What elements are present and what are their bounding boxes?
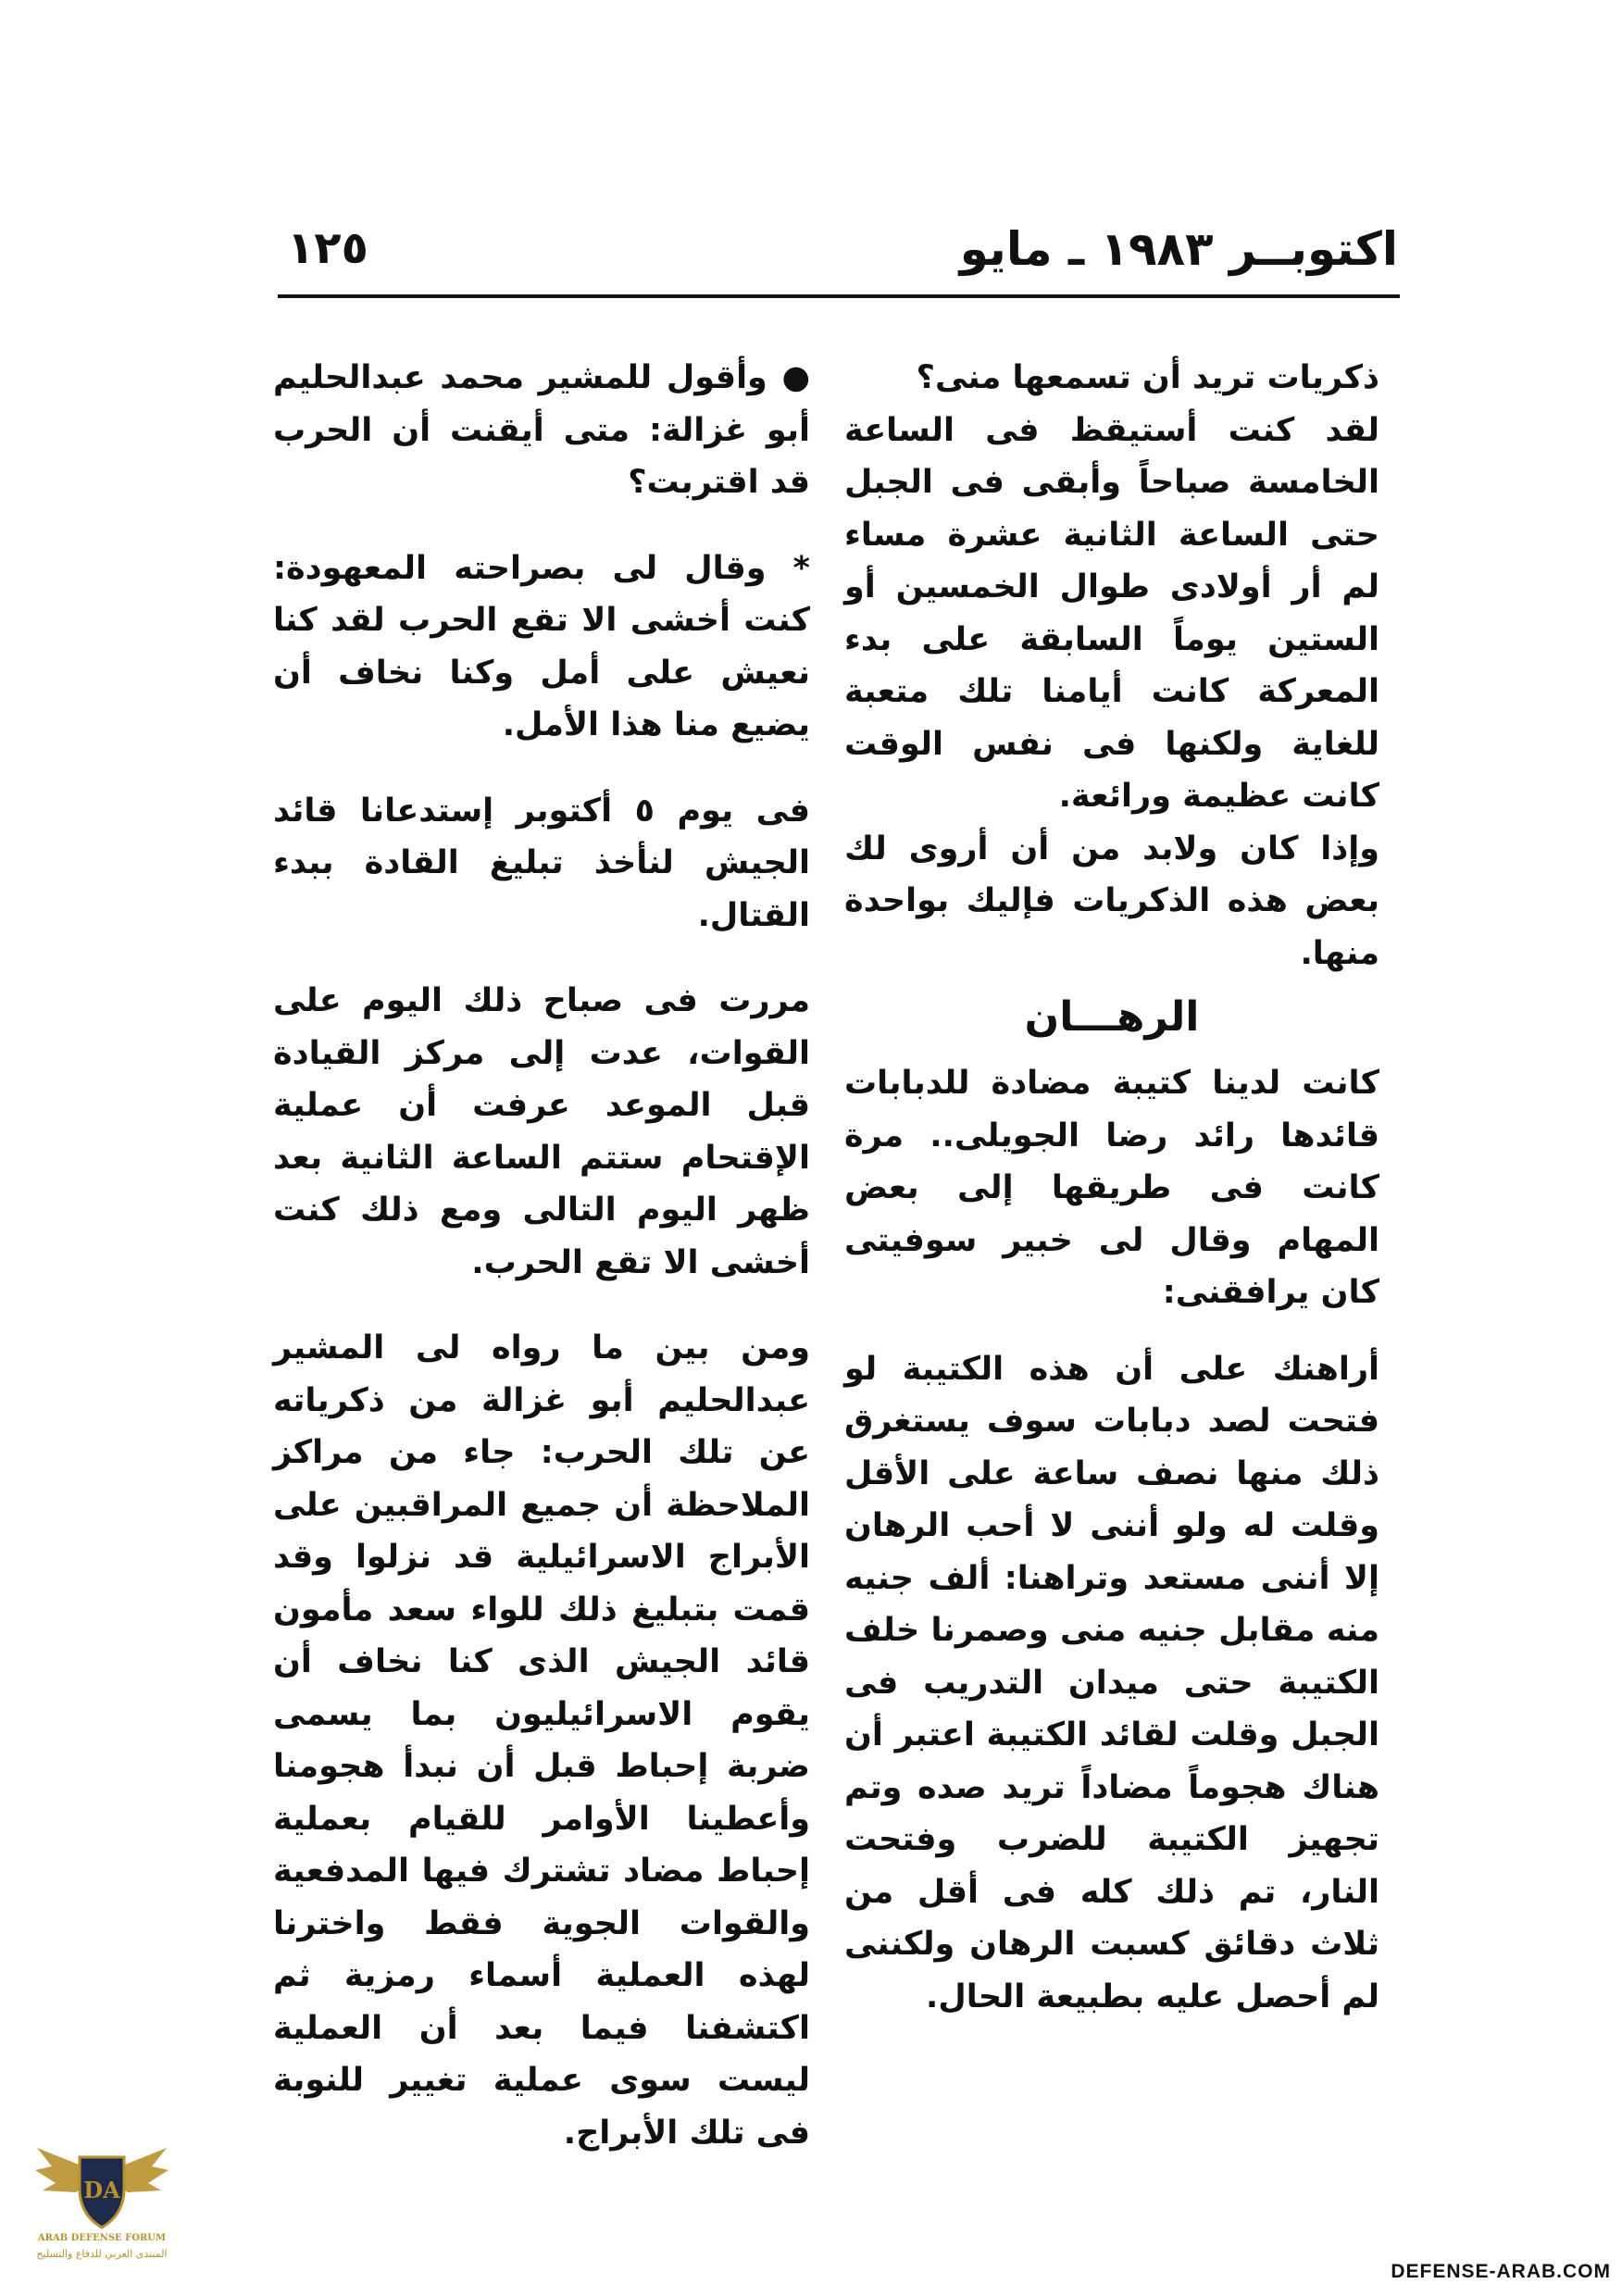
header-divider xyxy=(278,294,1400,298)
paragraph: مررت فى صباح ذلك اليوم على القوات، عدت إلى مركز القيادة قبل الموعد عرفت أن عملية الإقتحام ستتم الساعة الثانية بعد ظهر اليوم التالى ومع ذلك كنت أخشى الا تقع الحرب. xyxy=(273,982,810,1281)
page-header xyxy=(287,222,1398,287)
page-number: ١٢٥ xyxy=(287,222,368,274)
forum-name: ARAB DEFENSE FORUM xyxy=(37,2233,167,2243)
forum-logo xyxy=(28,2129,176,2282)
right-column xyxy=(844,352,1379,2023)
section-heading: الرهـــان xyxy=(1024,993,1200,1041)
paragraph: فى يوم ٥ أكتوبر إستدعانا قائد الجيش لنأخذ تبليغ القادة ببدء القتال. xyxy=(273,792,811,934)
paragraph: كانت لدينا كتيبة مضادة للدبابات قائدها رائد رضا الجويلى.. مرة كانت فى طريقها إلى بعض المهام وقال لى خبير سوفيتى كان يرافقنى: xyxy=(844,1065,1379,1311)
logo-initials: DA xyxy=(83,2177,120,2203)
running-title: اكتوبــر ١٩٨٣ ـ مايو xyxy=(959,222,1398,276)
answer-paragraph: * وقال لى بصراحته المعهودة: كنت أخشى الا تقع الحرب لقد كنا نعيش على أمل وكنا نخاف أن يضيع منا هذا الأمل. xyxy=(273,549,810,743)
eagle-shield-icon xyxy=(28,2129,176,2236)
paragraph: ذكريات تريد أن تسمعها منى؟ xyxy=(916,359,1379,396)
forum-name-arabic: المنتدى العربي للدفاع والتسليح xyxy=(36,2248,168,2260)
site-url-watermark: DEFENSE-ARAB.COM xyxy=(1391,2261,1611,2282)
left-column xyxy=(273,352,810,2159)
paragraph: أراهنك على أن هذه الكتيبة لو فتحت لصد دبابات سوف يستغرق ذلك منها نصف ساعة على الأقل وقلت له ولو أننى لا أحب الرهان إلا أننى مستعد وتراهنا: ألف جنيه منه مقابل جنيه منى وصمرنا خلف الكتيبة حتى ميدان التدريب فى الجبل وقلت لقائد الكتيبة اعتبر أن هناك هجوماً مضاداً تريد صده وتم تجهيز الكتيبة للضرب وفتحت النار، تم ذلك كله فى أقل من ثلاث دقائق كسبت الرهان ولكننى لم أحصل عليه بطبيعة الحال. xyxy=(844,1350,1379,2015)
question-paragraph: ● وأقول للمشير محمد عبدالحليم أبو غزالة: متى أيقنت أن الحرب قد اقتربت؟ xyxy=(273,359,810,501)
paragraph: لقد كنت أستيقظ فى الساعة الخامسة صباحاً وأبقى فى الجبل حتى الساعة الثانية عشرة مساء لم أر أولادى طوال الخمسين أو الستين يوماً السابقة على بدء المعركة كانت أيامنا تلك متعبة للغاية ولكنها فى نفس الوقت كانت عظيمة ورائعة. xyxy=(844,411,1379,815)
paragraph: ومن بين ما رواه لى المشير عبدالحليم أبو غزالة من ذكرياته عن تلك الحرب: جاء من مراكز الملاحظة أن جميع المراقبين على الأبراج الاسرائيلية قد نزلوا وقد قمت بتبليغ ذلك للواء سعد مأمون قائد الجيش الذى كنا نخاف أن يقوم الاسرائيليون بما يسمى ضربة إحباط قبل أن نبدأ هجومنا وأعطينا الأوامر للقيام بعملية إحباط مضاد تشترك فيها المدفعية والقوات الجوية فقط واخترنا لهذه العملية أسماء رمزية ثم اكتشفنا فيما بعد أن العملية ليست سوى عملية تغيير للنوبة فى تلك الأبراج. xyxy=(273,1329,810,2152)
paragraph: وإذا كان ولابد من أن أروى لك بعض هذه الذكريات فإليك بواحدة منها. xyxy=(844,830,1379,972)
